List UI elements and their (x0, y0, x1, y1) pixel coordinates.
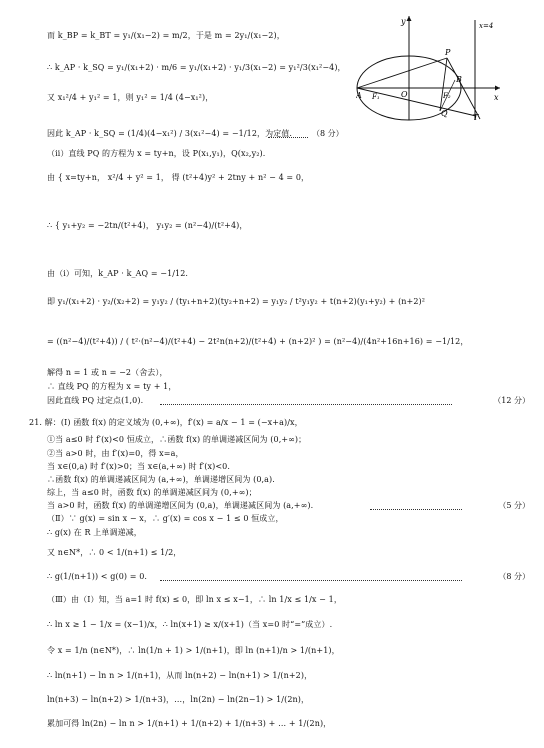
label-x: x (494, 93, 499, 102)
line-11: 解得 n = 1 或 n = −2（舍去）， (47, 368, 168, 377)
line-1: 而 k_BP = k_BT = y₁/(x₁−2) = m/2，于是 m = 2y₁/(x₁−2)， (47, 31, 285, 40)
line-3: 又 x₁²/4 + y₁² = 1，则 y₁² = 1/4 (4−x₁²)， (47, 93, 214, 102)
score-8-b: （8 分） (498, 572, 530, 581)
line-26: ∴ ln x ≥ 1 − 1/x = (x−1)/x，∴ ln(x+1) ≥ x/(x+1)（当 x=0 时“=”成立）. (47, 620, 333, 629)
line-15: ①当 a≤0 时 f′(x)<0 恒成立，∴函数 f(x) 的单调递减区间为 (0,+∞)； (47, 435, 307, 444)
line-4: 因此 k_AP · k_SQ = (1/4)(4−x₁²) / 3(x₁²−4) = −1/12，为定值. (47, 129, 293, 138)
line-16: ②当 a>0 时，由 f′(x)=0，得 x=a， (47, 449, 184, 458)
line-28: ∴ ln(n+1) − ln n > 1/(n+1)，从而 ln(n+2) − ln(n+1) > 1/(n+2)， (47, 671, 313, 680)
label-A: A (356, 91, 362, 100)
line-18: ∴函数 f(x) 的单调递减区间为 (a,+∞)，单调递增区间为 (0,a). (47, 475, 275, 484)
dot-leader (160, 580, 462, 581)
dot-leader (370, 509, 462, 510)
line-6: 由 { x=ty+n， x²/4 + y² = 1， 得 (t²+4)y² + 2tny + n² − 4 = 0， (47, 173, 310, 182)
dot-leader (160, 404, 452, 405)
line-19: 综上，当 a≤0 时，函数 f(x) 的单调递减区间为 (0,+∞)； (47, 488, 257, 497)
label-F2: F₂ (443, 92, 451, 100)
line-21: （Ⅱ）∵ g(x) = sin x − x，∴ g′(x) = cos x − 1 ≤ 0 恒成立， (47, 514, 284, 523)
line-10: = ((n²−4)/(t²+4)) / ( t²·(n²−4)/(t²+4) − 2t²n(n+2)/(t²+4) + (n+2)² ) = (n²−4)/(4n²+16n+16) = −1/12， (47, 337, 469, 346)
line-20: 当 a>0 时，函数 f(x) 的单调递增区间为 (0,a)，单调递减区间为 (a,+∞). (47, 501, 314, 510)
line-27: 令 x = 1/n (n∈N*)，∴ ln(1/n + 1) > 1/(n+1)，即 ln (n+1)/n > 1/(n+1)， (47, 646, 340, 655)
ellipse-figure (356, 12, 506, 122)
line-AP (357, 58, 447, 88)
line-22: ∴ g(x) 在 R 上单调递减， (47, 528, 142, 537)
line-7: ∴ { y₁+y₂ = −2tn/(t²+4)， y₁y₂ = (n²−4)/(t²+4)， (47, 221, 248, 230)
line-29: ln(n+3) − ln(n+2) > 1/(n+3)，…，ln(2n) − ln(2n−1) > 1/(2n)， (47, 695, 310, 704)
label-Q: Q (441, 109, 448, 118)
y-axis-arrow (407, 16, 412, 21)
label-O: O (401, 90, 408, 99)
score-12: （12 分） (493, 396, 530, 405)
line-2: ∴ k_AP · k_SQ = y₁/(x₁+2) · m/6 = y₁/(x₁+2) · y₁/3(x₁−2) = y₁²/3(x₁²−4)， (47, 63, 346, 72)
line-13: 因此直线 PQ 过定点(1,0). (47, 396, 144, 405)
line-23: 又 n∈N*，∴ 0 < 1/(n+1) ≤ 1/2， (47, 548, 182, 557)
score-5: （5 分） (498, 501, 530, 510)
dot-leader (268, 137, 308, 138)
line-9: 即 y₁/(x₁+2) · y₂/(x₂+2) = y₁y₂ / (ty₁+n+2)(ty₂+n+2) = y₁y₂ / t²y₁y₂ + t(n+2)(y₁+y₂) + (n+2)² (47, 297, 426, 306)
label-T: T (473, 113, 479, 122)
line-24: ∴ g(1/(n+1)) < g(0) = 0. (47, 572, 148, 581)
x-axis-arrow (495, 86, 500, 91)
line-30: 累加可得 ln(2n) − ln n > 1/(n+1) + 1/(n+2) + 1/(n+3) + … + 1/(2n)， (47, 719, 332, 728)
label-y: y (401, 17, 406, 26)
label-P: P (445, 48, 451, 57)
label-F1: F₁ (372, 93, 380, 101)
label-B: B (456, 75, 462, 84)
line-8: 由（ⅰ）可知，k_AP · k_AQ = −1/12. (47, 269, 189, 278)
line-5: （ⅱ）直线 PQ 的方程为 x = ty+n，设 P(x₁,y₁)，Q(x₂,y₂). (47, 149, 266, 158)
line-17: 当 x∈(0,a) 时 f′(x)>0；当 x∈(a,+∞) 时 f′(x)<0. (47, 462, 230, 471)
label-x-equals-4: x=4 (479, 22, 494, 30)
score-8-a: （8 分） (312, 129, 344, 138)
line-25: （Ⅲ）由（Ⅰ）知，当 a=1 时 f(x) ≤ 0，即 ln x ≤ x−1，∴ ln 1/x ≤ 1/x − 1， (47, 595, 342, 604)
line-12: ∴ 直线 PQ 的方程为 x = ty + 1， (47, 382, 177, 391)
line-14: 21. 解：(Ⅰ) 函数 f(x) 的定义域为 (0,+∞)，f′(x) = a/x − 1 = (−x+a)/x， (29, 418, 303, 427)
